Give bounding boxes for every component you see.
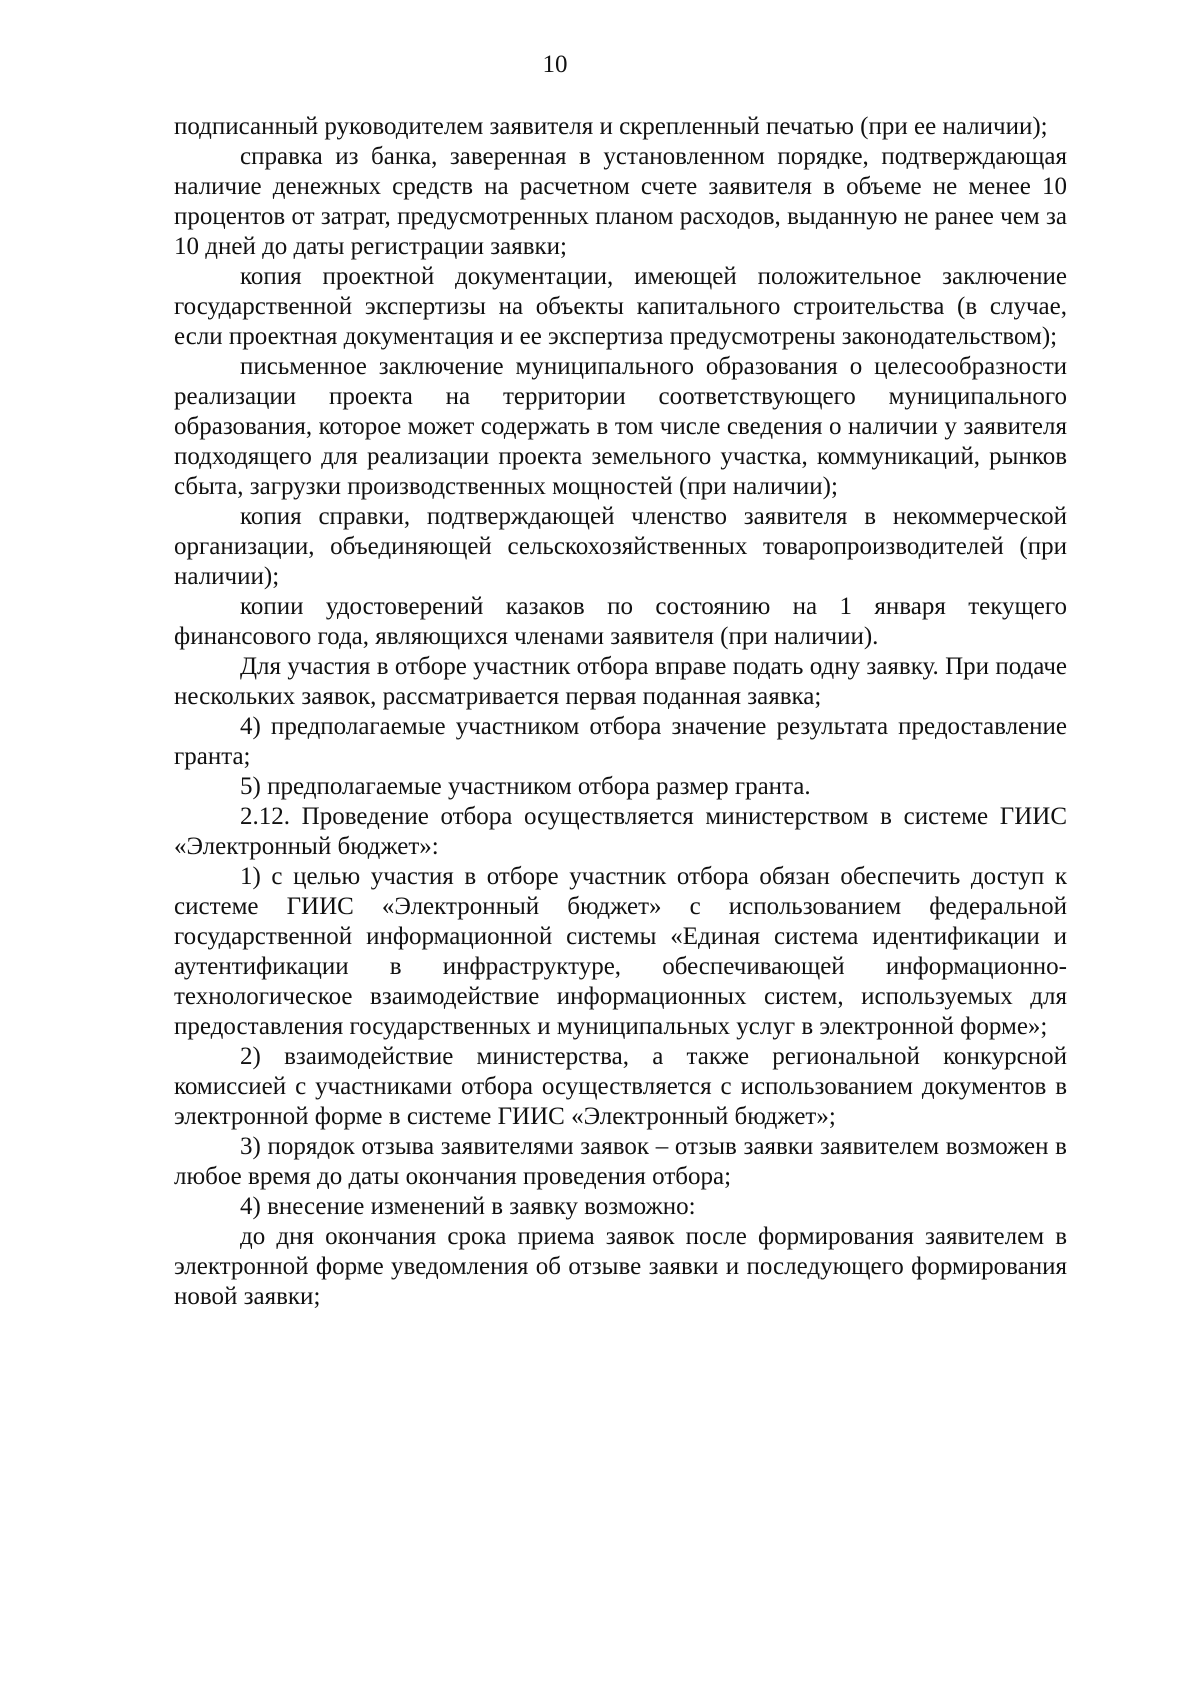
page-number: 10 — [542, 51, 568, 78]
paragraph: до дня окончания срока приема заявок после формирования заявителем в электронной форме уведомления об отзыве заявки и последующего формирования новой заявки; — [174, 1223, 1067, 1310]
paragraph: копия справки, подтверждающей членство заявителя в некоммерческой организации, объединяющей сельскохозяйственных товаропроизводителей (при наличии); — [174, 503, 1067, 590]
paragraph: 2.12. Проведение отбора осуществляется министерством в системе ГИИС «Электронный бюджет»: — [174, 803, 1067, 860]
paragraph: 2) взаимодействие министерства, а также региональной конкурсной комиссией с участниками отбора осуществляется с использованием документов в электронной форме в системе ГИИС «Электронный бюджет»; — [174, 1043, 1067, 1130]
paragraph: подписанный руководителем заявителя и скрепленный печатью (при ее наличии); — [174, 113, 1048, 140]
paragraph: Для участия в отборе участник отбора вправе подать одну заявку. При подаче нескольких заявок, рассматривается первая поданная заявка; — [174, 653, 1067, 710]
paragraph: письменное заключение муниципального образования о целесообразности реализации проекта на территории соответствующего муниципального образования, которое может содержать в том числе сведения о наличии у заявителя подходящего для реализации проекта земельного участка, коммуникаций, рынков сбыта, загрузки производственных мощностей (при наличии); — [174, 353, 1067, 500]
document-body — [174, 112, 1067, 1312]
paragraph: 4) предполагаемые участником отбора значение результата предоставление гранта; — [174, 713, 1067, 770]
paragraph: копия проектной документации, имеющей положительное заключение государственной экспертизы на объекты капитального строительства (в случае, если проектная документация и ее экспертиза предусмотрены законодательством); — [174, 263, 1067, 350]
paragraph: 4) внесение изменений в заявку возможно: — [240, 1193, 696, 1220]
paragraph: копии удостоверений казаков по состоянию на 1 января текущего финансового года, являющихся членами заявителя (при наличии). — [174, 593, 1067, 650]
paragraph: справка из банка, заверенная в установленном порядке, подтверждающая наличие денежных средств на расчетном счете заявителя в объеме не менее 10 процентов от затрат, предусмотренных планом расходов, выданную не ранее чем за 10 дней до даты регистрации заявки; — [174, 143, 1067, 260]
paragraph: 1) с целью участия в отборе участник отбора обязан обеспечить доступ к системе ГИИС «Электронный бюджет» с использованием федеральной государственной информационной системы «Единая система идентификации и аутентификации в инфраструктуре, обеспечивающей информационно-технологическое взаимодействие информационных систем, используемых для предоставления государственных и муниципальных услуг в электронной форме»; — [174, 863, 1067, 1040]
paragraph: 3) порядок отзыва заявителями заявок – отзыв заявки заявителем возможен в любое время до даты окончания проведения отбора; — [174, 1133, 1067, 1190]
paragraph: 5) предполагаемые участником отбора размер гранта. — [240, 773, 811, 800]
